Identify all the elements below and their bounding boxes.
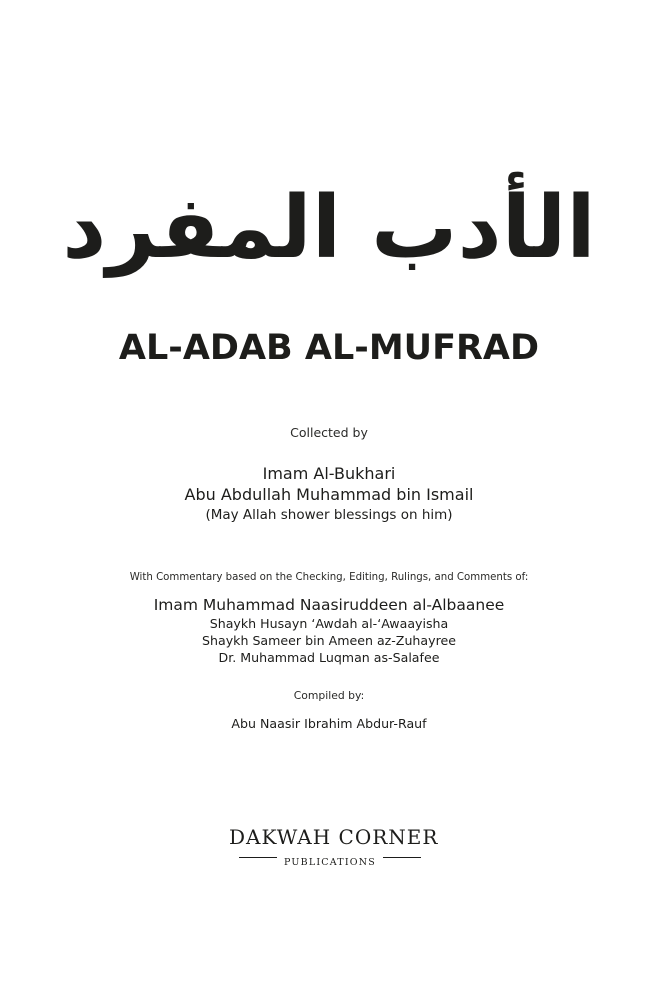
- scholar-name: Shaykh Husayn ‘Awdah al-‘Awaayisha: [209, 616, 449, 631]
- publisher-logo: [229, 825, 439, 868]
- scholar-name: Imam Muhammad Naasiruddeen al-Albaanee: [153, 596, 505, 614]
- publisher-subtitle-row: [229, 850, 431, 868]
- author-full-name: Abu Abdullah Muhammad bin Ismail: [184, 485, 474, 504]
- author-supplication: (May Allah shower blessings on him): [205, 507, 453, 523]
- arabic-title: الأدب المفرد: [62, 178, 596, 278]
- publisher-divider-left: [239, 857, 277, 858]
- publisher-subtitle: PUBLICATIONS: [284, 857, 376, 868]
- compiled-by-label: Compiled by:: [293, 689, 365, 702]
- scholar-name: Shaykh Sameer bin Ameen az-Zuhayree: [202, 633, 456, 648]
- scholar-name: Dr. Muhammad Luqman as-Salafee: [218, 650, 440, 665]
- publisher-name: DAKWAH CORNER: [229, 825, 439, 849]
- english-title: AL-ADAB AL-MUFRAD: [118, 328, 540, 368]
- collected-by-label: Collected by: [290, 425, 368, 440]
- publisher-divider-right: [383, 857, 421, 858]
- author-block: [0, 463, 658, 525]
- commentary-intro: With Commentary based on the Checking, Editing, Rulings, and Comments of:: [129, 572, 529, 583]
- author-name: Imam Al-Bukhari: [262, 464, 396, 483]
- compiler-name: Abu Naasir Ibrahim Abdur-Rauf: [231, 716, 427, 731]
- scholar-list: [0, 595, 658, 666]
